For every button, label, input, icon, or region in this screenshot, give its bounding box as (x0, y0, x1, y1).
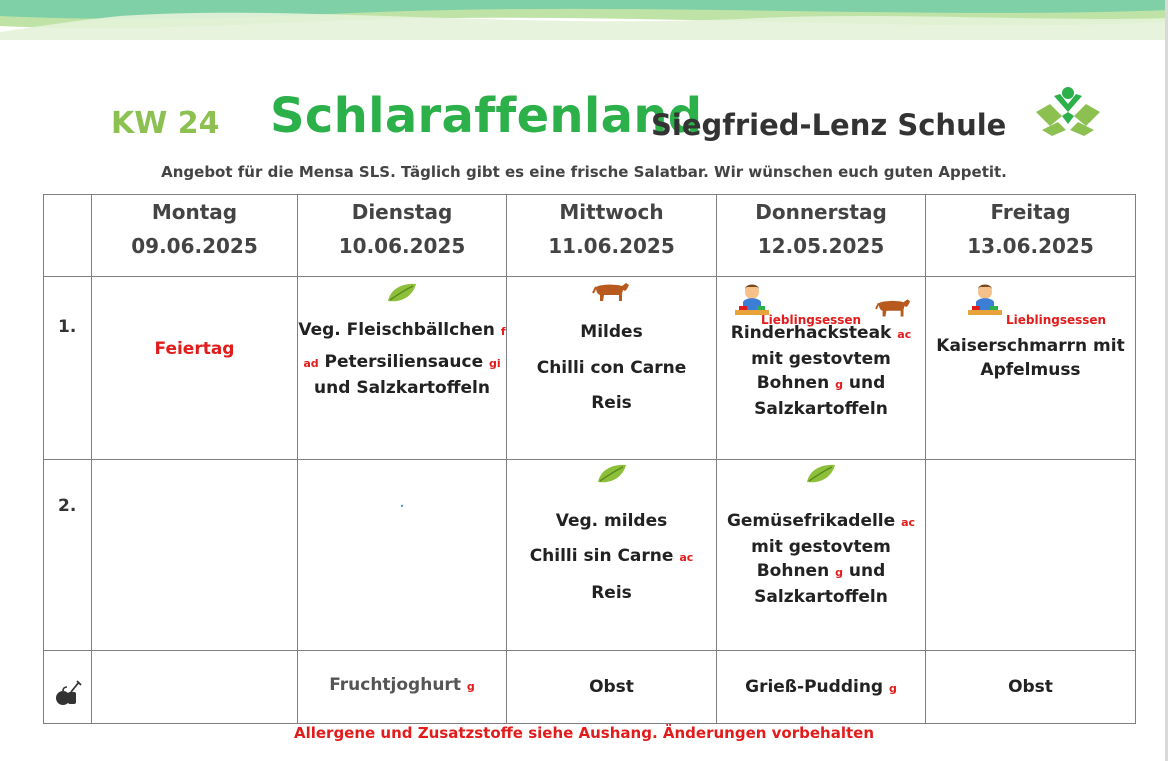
menu1-thursday: Lieblingsessen Rinderhacksteak ac mit gestovtem Bohnen g und Salzkartoffeln (717, 277, 926, 460)
footer-note: Allergene und Zusatzstoffe siehe Aushang. Änderungen vorbehalten (293, 724, 874, 742)
kid-eating-icon (966, 280, 1004, 318)
row-label-2: 2. (44, 460, 92, 651)
menu1-monday (92, 277, 298, 460)
favorite-badge: Lieblingsessen (1006, 313, 1107, 327)
header (0, 88, 1168, 148)
menu1-friday: Lieblingsessen Kaiserschmarrn mit Apfelmuss (926, 277, 1136, 460)
dessert-wednesday: Obst (507, 651, 717, 724)
menu1-wednesday: Mildes Chilli con Carne Reis (507, 277, 717, 460)
dessert-icon (53, 679, 83, 707)
dessert-tuesday: Fruchtjoghurt g (298, 651, 507, 724)
day-header-wednesday: Mittwoch 11.06.2025 (507, 195, 717, 277)
menu1-tuesday: Veg. Fleischbällchen f ad Petersiliensauce gi und Salzkartoffeln (298, 277, 507, 460)
holiday-label: Feiertag (154, 339, 235, 359)
menu2-thursday: Gemüsefrikadelle ac mit gestovtem Bohnen g und Salzkartoffeln (717, 460, 926, 651)
menu2-tuesday (298, 460, 507, 651)
menu2-wednesday: Veg. mildes Chilli sin Carne ac Reis (507, 460, 717, 651)
week-label: KW 24 (111, 106, 220, 141)
favorite-badge: Lieblingsessen (761, 313, 862, 327)
stray-mark: • (399, 502, 405, 511)
subtitle: Angebot für die Mensa SLS. Täglich gibt es eine frische Salatbar. Wir wünschen euch guten Appetit. (161, 163, 1007, 181)
leaf-icon (385, 281, 419, 305)
leaf-icon (804, 462, 838, 486)
page-title: Schlaraffenland (270, 88, 703, 144)
menu-table (43, 194, 1136, 724)
header-wave-decoration (0, 0, 1168, 40)
school-logo-icon (1032, 86, 1104, 138)
day-header-tuesday: Dienstag 10.06.2025 (298, 195, 507, 277)
corner-cell (44, 195, 92, 277)
dessert-friday: Obst (926, 651, 1136, 724)
dessert-row-label (44, 651, 92, 724)
cow-icon (592, 279, 632, 303)
day-header-friday: Freitag 13.06.2025 (926, 195, 1136, 277)
dessert-thursday: Grieß-Pudding g (717, 651, 926, 724)
day-header-thursday: Donnerstag 12.05.2025 (717, 195, 926, 277)
menu2-friday (926, 460, 1136, 651)
dessert-monday (92, 651, 298, 724)
row-label-1: 1. (44, 277, 92, 460)
cow-icon (875, 295, 913, 319)
day-header-monday: Montag 09.06.2025 (92, 195, 298, 277)
leaf-icon (595, 462, 629, 486)
menu2-monday (92, 460, 298, 651)
school-name: Siegfried-Lenz Schule (651, 108, 1007, 142)
